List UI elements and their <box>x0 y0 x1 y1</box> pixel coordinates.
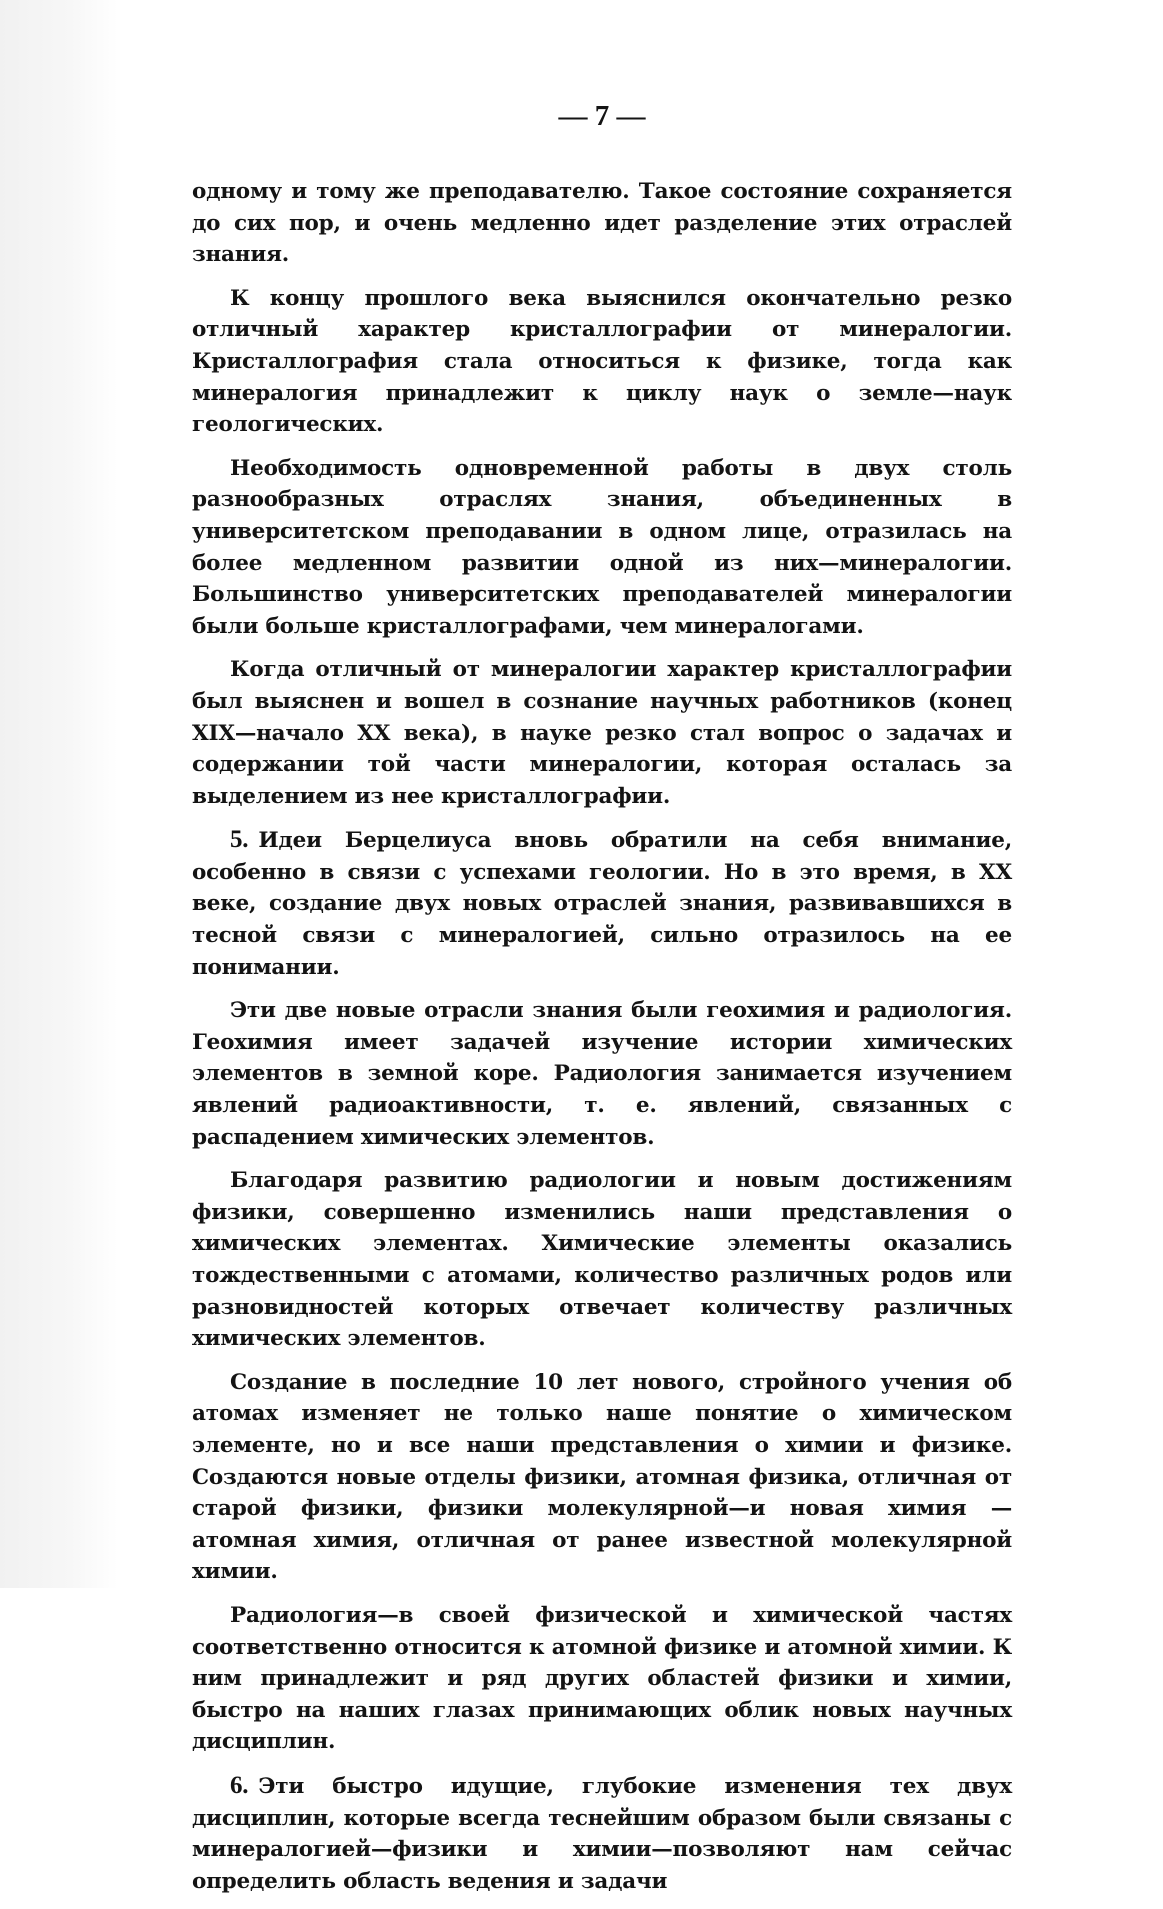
document-page <box>192 96 1012 1909</box>
paragraph-text: Идеи Берцелиуса вновь обратили на себя внимание, особенно в связи с успехами геологии. Но в это время, в XX веке, создание двух новых отраслей знания, развивавшихся в тесной связи с минералогией, сильно отразилось на ее понимании. <box>192 828 1012 980</box>
paragraph-text: одному и тому же преподавателю. Такое состояние сохраняется до сих пор, и очень медленно идет разделение этих отраслей знания. <box>192 179 1012 268</box>
paragraph-text: Необходимость одновременной работы в двух столь разнообразных отраслях знания, объединенных в университетском преподавании в одном лице, отразилась на более медленном развитии одной из них—минералогии. Большинство университетских преподавателей минералогии были больше кристаллографами, чем минералогами. <box>192 455 1012 639</box>
paragraph-8 <box>192 1367 1012 1588</box>
paragraph-7 <box>192 1165 1012 1355</box>
paragraph-text: Благодаря развитию радиологии и новым достижениям физики, совершенно изменились наши представления о химических элементах. Химические элементы оказались тождественными с атомами, количество различных родов или разновидностей которых отвечает количеству различных химических элементов. <box>192 1168 1012 1352</box>
paragraph-text: Создание в последние 10 лет нового, стройного учения об атомах изменяет не только наше понятие о химическом элементе, но и все наши представления о химии и физике. Создаются новые отделы физики, атомная физика, отличная от старой физики, физики молекулярной—и новая химия — атомная химия, отличная от ранее известной молекулярной химии. <box>192 1369 1012 1585</box>
paragraph-4 <box>192 654 1012 812</box>
paragraph-text: Радиология—в своей физической и химической частях соответственно относится к атомной физике и атомной химии. К ним принадлежит и ряд других областей физики и химии, быстро на наших глазах принимающих облик новых научных дисциплин. <box>192 1602 1012 1755</box>
paragraph-5 <box>192 824 1012 983</box>
paragraph-10 <box>192 1770 1012 1897</box>
paragraph-1 <box>192 176 1012 271</box>
section-number-5: 5. <box>230 826 249 854</box>
paragraph-text: Когда отличный от минералогии характер кристаллографии был выяснен и вошел в сознание научных работников (конец XIX—начало XX века), в науке резко стал вопрос о задачах и содержании той части минералогии, которая осталась за выделением из нее кристаллографии. <box>192 657 1012 809</box>
paragraph-3 <box>192 453 1012 643</box>
paragraph-6 <box>192 995 1012 1153</box>
paragraph-9 <box>192 1600 1012 1758</box>
page-number: — 7 — <box>558 100 646 132</box>
paragraph-text: Эти быстро идущие, глубокие изменения тех двух дисциплин, которые всегда теснейшим образом были связаны с минералогией—физики и химии—позволяют нам сейчас определить область ведения и задачи <box>192 1773 1012 1894</box>
section-number-6: 6. <box>230 1771 249 1799</box>
paragraph-text: К концу прошлого века выяснился окончательно резко отличный характер кристаллографии от минералогии. Кристаллография стала относиться к физике, тогда как минералогия принадлежит к циклу наук о земле—наук геологических. <box>192 285 1012 438</box>
paragraph-2 <box>192 283 1012 441</box>
scan-margin-shade <box>0 0 118 1588</box>
paragraph-text: Эти две новые отрасли знания были геохимия и радиология. Геохимия имеет задачей изучение истории химических элементов в земной коре. Радиология занимается изучением явлений радиоактивности, т. е. явлений, связанных с распадением химических элементов. <box>192 998 1012 1150</box>
